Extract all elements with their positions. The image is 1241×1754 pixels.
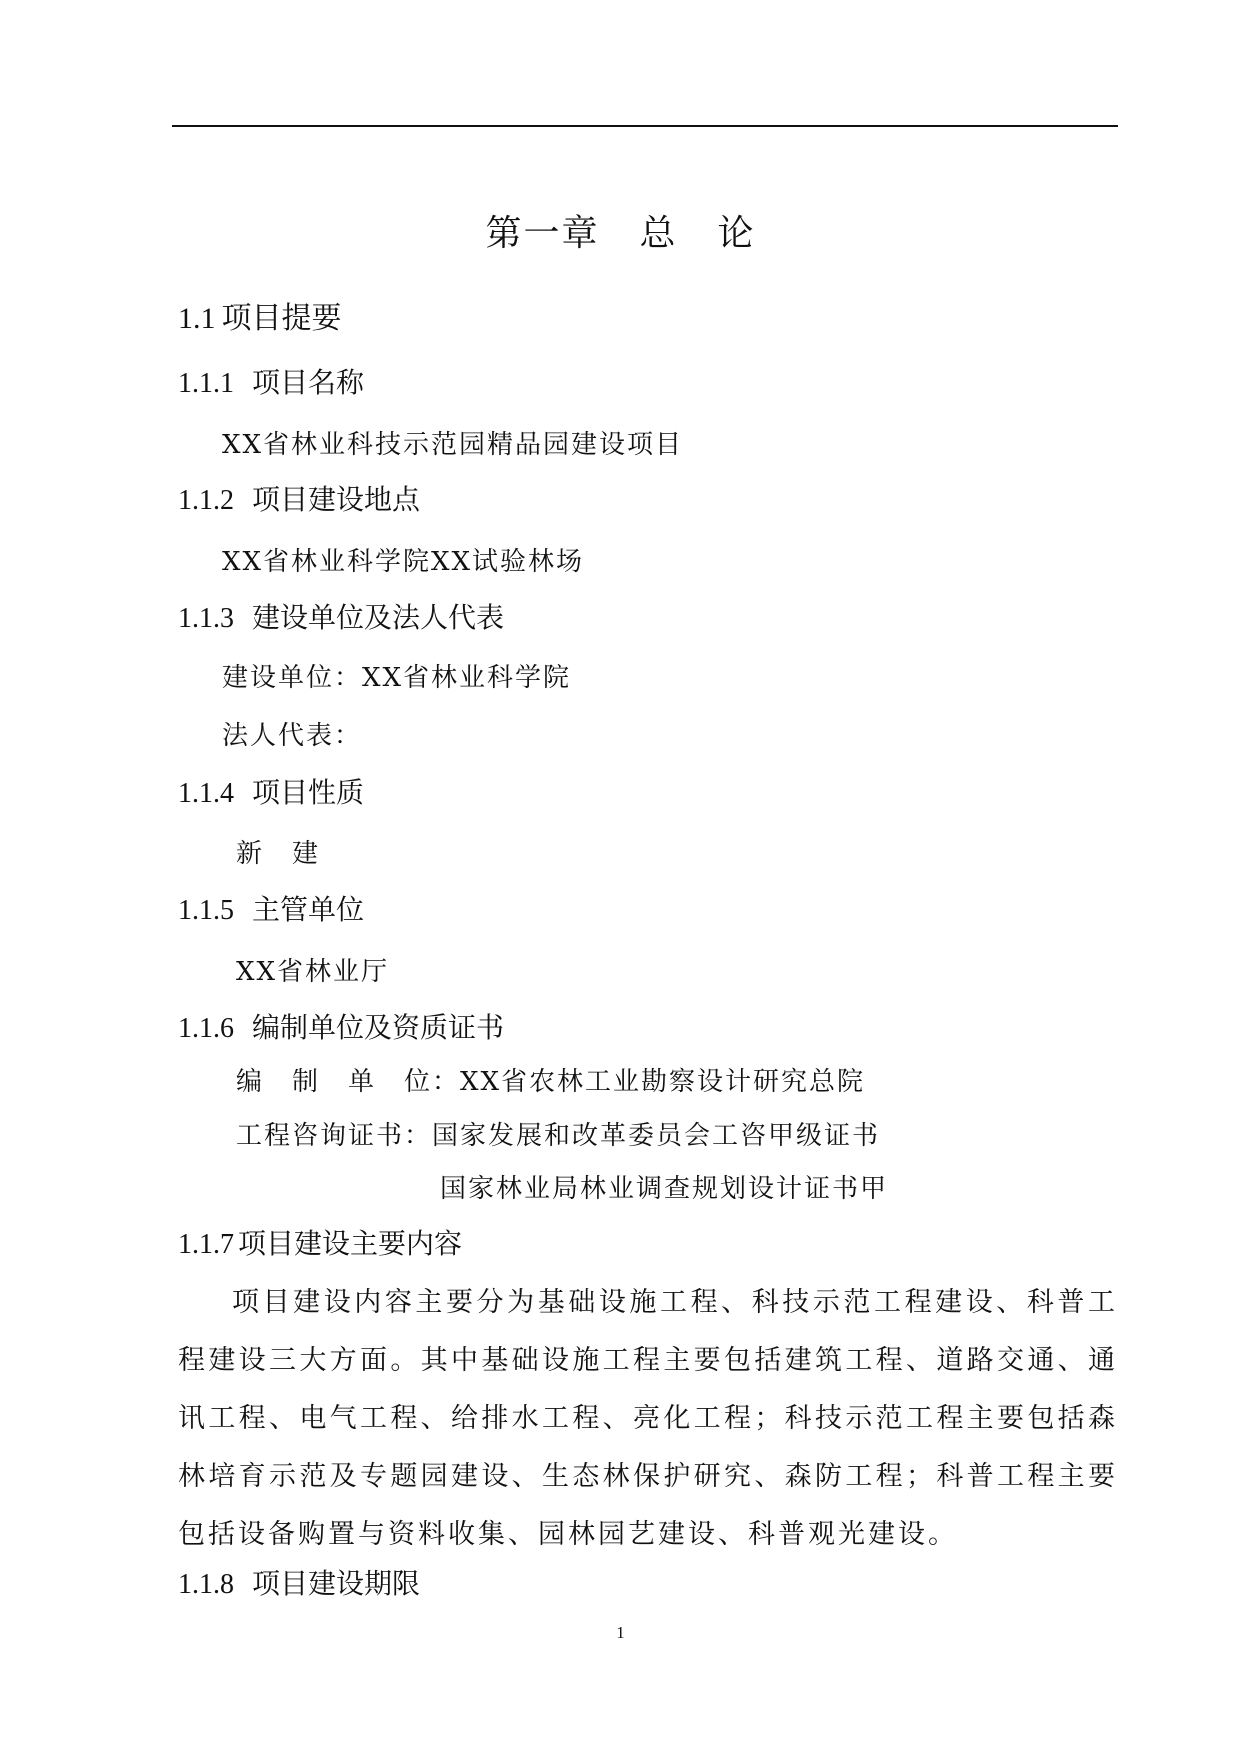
construction-content-paragraph: 项目建设内容主要分为基础设施工程、科技示范工程建设、科普工程建设三大方面。其中基础设施工程主要包括建筑工程、道路交通、通讯工程、电气工程、给排水工程、亮化工程；科技示范工程主要包括森林培育示范及专题园建设、生态林保护研究、森防工程；科普工程主要包括设备购置与资料收集、园林园艺建设、科普观光建设。 [178, 1287, 1118, 1550]
legal-representative: 法人代表： [222, 721, 363, 751]
section-title: 项目建设主要内容 [238, 1227, 463, 1260]
supervising-unit: XX省林业厅 [236, 957, 390, 987]
project-location: XX省林业科学院XX试验林场 [222, 547, 585, 577]
page-number: 1 [616, 1623, 625, 1642]
compiling-unit-label: 编 制 单 位： [236, 1067, 461, 1097]
project-nature: 新 建 [236, 839, 321, 869]
section-number: 1.1.4 [178, 778, 234, 809]
section-number: 1.1.3 [178, 603, 234, 634]
section-title: 建设单位及法人代表 [252, 601, 505, 634]
section-1-1-2-heading [178, 478, 420, 518]
section-1-1-heading [178, 293, 342, 337]
section-number: 1.1.5 [178, 895, 234, 926]
section-number: 1.1.6 [178, 1013, 234, 1044]
section-number: 1.1.7 [178, 1229, 234, 1260]
section-number: 1.1.1 [178, 368, 234, 399]
section-1-1-3-heading [178, 596, 504, 636]
header-rule [172, 125, 1118, 127]
chapter-title [0, 205, 1241, 256]
certificate-value-2: 国家林业局林业调查规划设计证书甲 [440, 1174, 889, 1204]
compiling-unit-value: XX省农林工业勘察设计研究总院 [460, 1067, 866, 1097]
compiling-unit-row [236, 1061, 865, 1098]
section-title: 项目建设期限 [252, 1567, 421, 1600]
section-1-1-1-heading [178, 361, 364, 401]
section-number: 1.1 [178, 302, 216, 335]
section-title: 编制单位及资质证书 [252, 1011, 505, 1044]
section-title: 项目建设地点 [252, 483, 421, 516]
section-title: 项目名称 [252, 366, 365, 399]
section-title: 项目提要 [221, 301, 342, 336]
chapter-number: 第一章 [485, 213, 600, 254]
certificate-row [236, 1115, 880, 1152]
section-title: 项目性质 [252, 776, 365, 809]
section-1-1-7-heading [178, 1222, 462, 1262]
section-1-1-4-heading [178, 771, 364, 811]
section-1-1-6-heading [178, 1006, 504, 1046]
section-title: 主管单位 [252, 893, 365, 926]
chapter-title-word-1: 总 [639, 213, 678, 254]
construction-unit: 建设单位：XX省林业科学院 [222, 663, 572, 693]
section-1-1-8-heading [178, 1562, 420, 1602]
section-number: 1.1.2 [178, 485, 234, 516]
certificate-label: 工程咨询证书： [236, 1121, 433, 1151]
chapter-title-word-2: 论 [717, 213, 756, 254]
section-1-1-5-heading [178, 888, 364, 928]
section-number: 1.1.8 [178, 1569, 234, 1600]
certificate-value-1: 国家发展和改革委员会工咨甲级证书 [432, 1121, 881, 1151]
project-name: XX省林业科技示范园精品园建设项目 [222, 430, 684, 460]
